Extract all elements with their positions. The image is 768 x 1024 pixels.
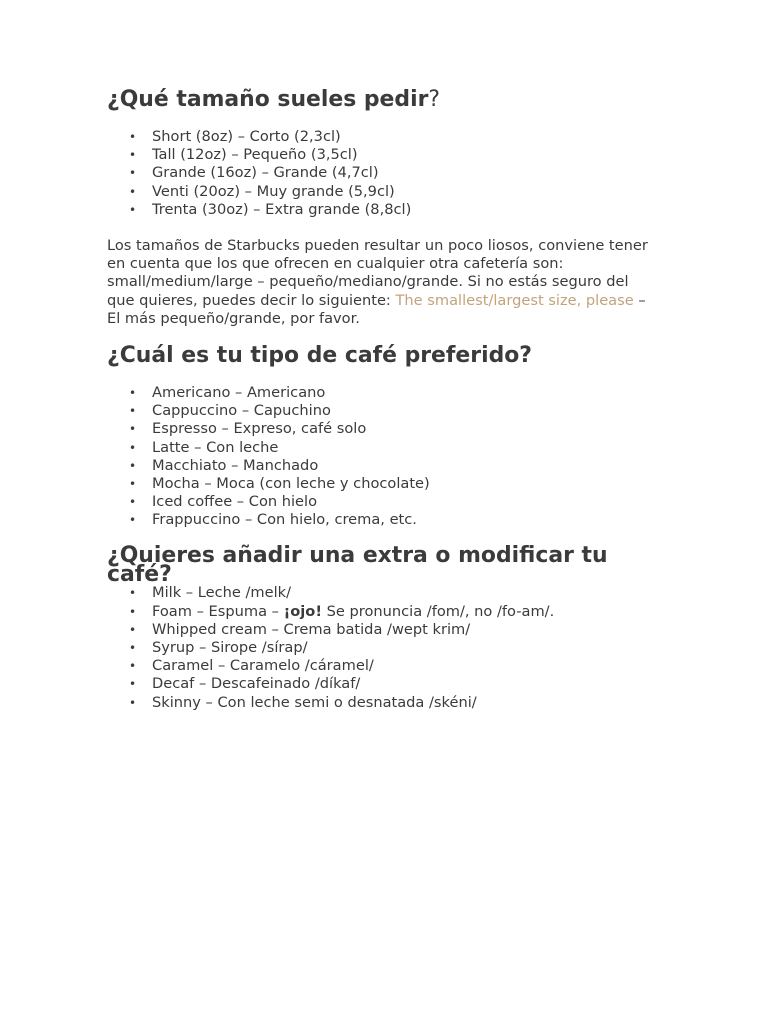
bullet-icon: • bbox=[129, 202, 137, 217]
list-item: • Venti (20oz) – Muy grande (5,9cl) bbox=[129, 182, 395, 200]
coffee-type-list bbox=[107, 384, 652, 530]
list-item: • Milk – Leche /melk/ bbox=[129, 584, 292, 602]
size-list bbox=[107, 128, 652, 219]
bullet-icon: • bbox=[129, 184, 137, 199]
section-heading-coffee-type: ¿Cuál es tu tipo de café preferido? bbox=[107, 342, 532, 368]
list-item: • Decaf – Descafeinado /díkaf/ bbox=[129, 675, 361, 693]
list-item: • Macchiato – Manchado bbox=[129, 456, 319, 474]
bullet-icon: • bbox=[129, 677, 137, 692]
bullet-icon: • bbox=[129, 604, 137, 619]
extras-list bbox=[107, 584, 652, 711]
list-item: • Skinny – Con leche semi o desnatada /skéni/ bbox=[129, 693, 477, 711]
section-heading-size: ¿Qué tamaño sueles pedir? bbox=[107, 87, 440, 112]
english-phrase-highlight: The smallest/largest size, please bbox=[395, 291, 634, 309]
list-item: • Cappuccino – Capuchino bbox=[129, 402, 331, 420]
list-item: • Short (8oz) – Corto (2,3cl) bbox=[129, 128, 341, 145]
bullet-icon: • bbox=[129, 641, 137, 656]
size-explanation-paragraph: Los tamaños de Starbucks pueden resultar un poco liosos, conviene tener en cuenta que los que ofrecen en cualquier otra cafetería son: small/medium/large – pequeño/mediano/grande. Si no estás seguro del que quieres, puedes decir lo siguiente: The smallest/largest size, please – El más pequeño/grande, por favor. bbox=[107, 236, 648, 327]
list-item: • Grande (16oz) – Grande (4,7cl) bbox=[129, 164, 379, 182]
bullet-icon: • bbox=[129, 422, 137, 437]
bullet-icon: • bbox=[129, 385, 137, 400]
list-item: • Tall (12oz) – Pequeño (3,5cl) bbox=[129, 146, 358, 164]
list-item: • Iced coffee – Con hielo bbox=[129, 493, 318, 511]
list-item: • Mocha – Moca (con leche y chocolate) bbox=[129, 474, 430, 492]
bullet-icon: • bbox=[129, 440, 137, 455]
list-item: • Frappuccino – Con hielo, crema, etc. bbox=[129, 511, 417, 529]
warning-emphasis: ¡ojo! bbox=[283, 602, 322, 620]
bullet-icon: • bbox=[129, 586, 137, 601]
bullet-icon: • bbox=[129, 404, 137, 419]
bullet-icon: • bbox=[129, 130, 137, 144]
list-item: • Foam – Espuma – ¡ojo! Se pronuncia /fom/, no /fo-am/. bbox=[129, 602, 555, 620]
bullet-icon: • bbox=[129, 659, 137, 674]
list-item: • Whipped cream – Crema batida /wept krim/ bbox=[129, 620, 471, 638]
bullet-icon: • bbox=[129, 476, 137, 491]
bullet-icon: • bbox=[129, 458, 137, 473]
bullet-icon: • bbox=[129, 148, 137, 163]
bullet-icon: • bbox=[129, 695, 137, 710]
section-heading-extras: ¿Quieres añadir una extra o modificar tu café? bbox=[107, 543, 608, 587]
list-item: • Syrup – Sirope /sírap/ bbox=[129, 639, 308, 657]
bullet-icon: • bbox=[129, 513, 137, 528]
list-item: • Espresso – Expreso, café solo bbox=[129, 420, 367, 438]
bullet-icon: • bbox=[129, 622, 137, 637]
list-item: • Latte – Con leche bbox=[129, 438, 279, 456]
bullet-icon: • bbox=[129, 166, 137, 181]
list-item: • Trenta (30oz) – Extra grande (8,8cl) bbox=[129, 200, 412, 218]
list-item: • Caramel – Caramelo /cáramel/ bbox=[129, 657, 374, 675]
bullet-icon: • bbox=[129, 495, 137, 510]
document-page bbox=[107, 87, 652, 712]
list-item: • Americano – Americano bbox=[129, 383, 326, 401]
